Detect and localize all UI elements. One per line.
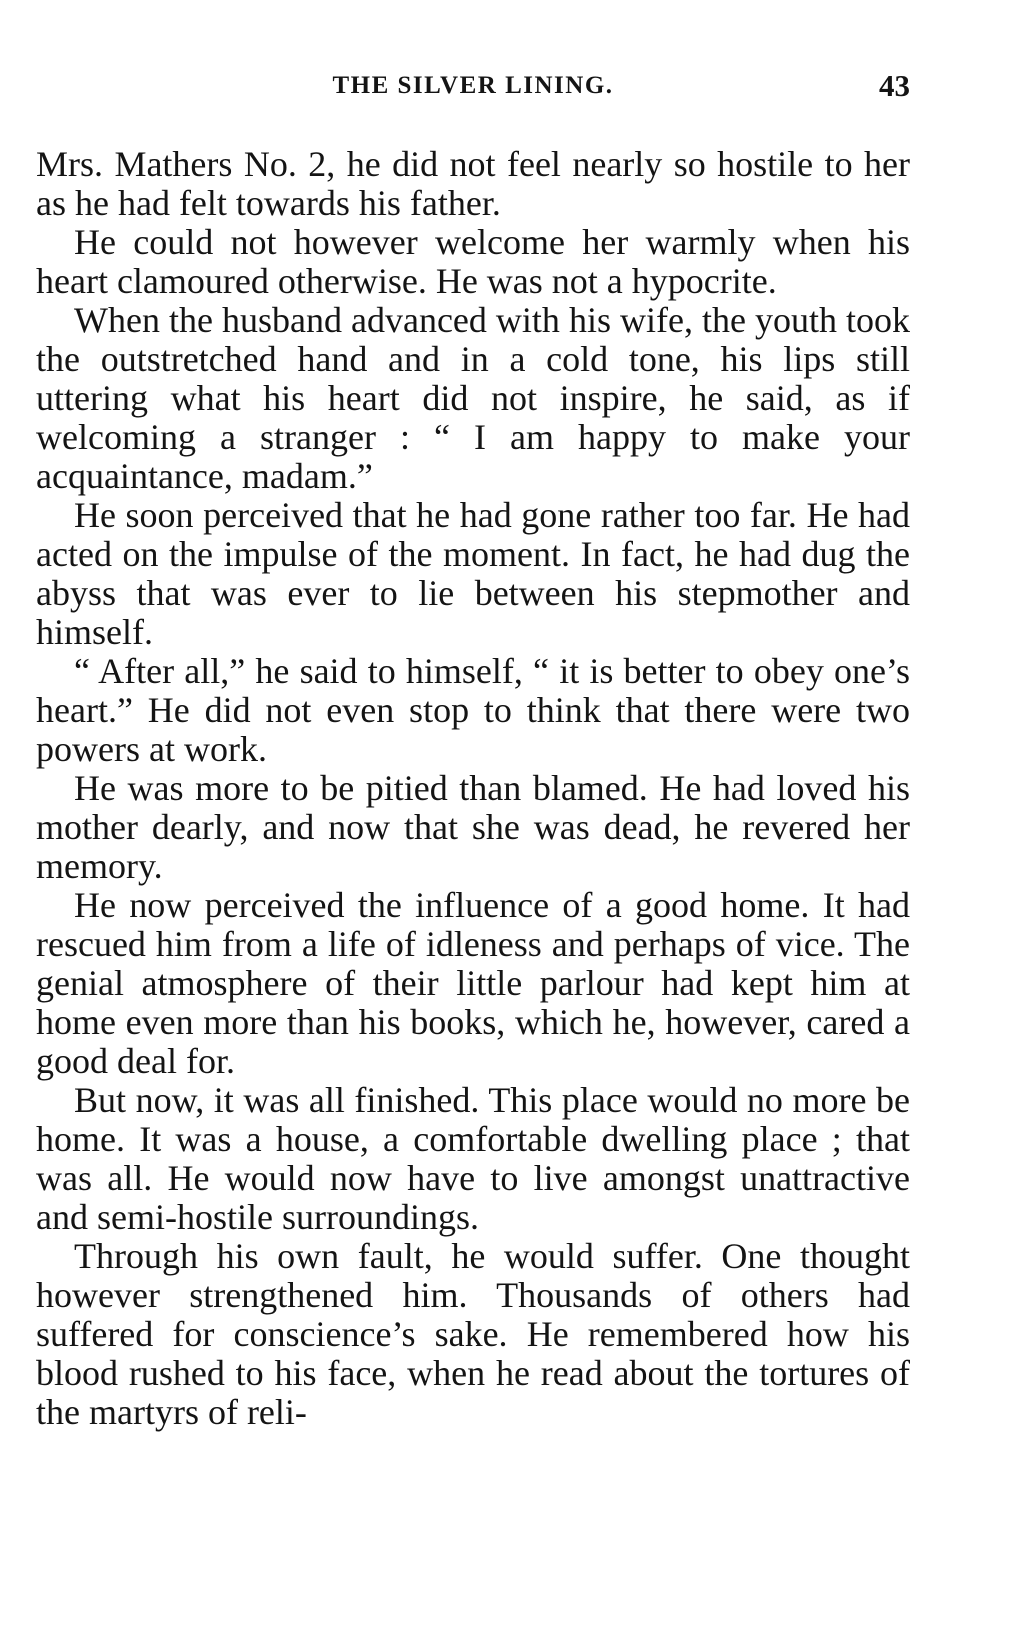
running-title: THE SILVER LINING. — [332, 72, 614, 99]
paragraph-8: But now, it was all finished. This place would no more be home. It was a house, a comfortable dwelling place ; that was all. He would now have to live amongst unattractive and semi-hostile surroundings. — [36, 1080, 910, 1237]
paragraph-6: He was more to be pitied than blamed. He had loved his mother dearly, and now that she was dead, he revered her memory. — [36, 768, 910, 886]
paragraph-9: Through his own fault, he would suffer. One thought however strengthened him. Thousands of others had suffered for conscience’s sake. He remembered how his blood rushed to his face, when he read about the tortures of the martyrs of reli- — [36, 1236, 910, 1432]
paragraph-7: He now perceived the influence of a good home. It had rescued him from a life of idleness and perhaps of vice. The genial atmosphere of their little parlour had kept him at home even more than his books, which he, however, cared a good deal for. — [36, 885, 910, 1081]
paragraph-5: “ After all,” he said to himself, “ it is better to obey one’s heart.” He did not even stop to think that there were two powers at work. — [36, 651, 910, 769]
paragraph-4: He soon perceived that he had gone rather too far. He had acted on the impulse of the moment. In fact, he had dug the abyss that was ever to lie between his stepmother and himself. — [36, 495, 910, 652]
running-head — [36, 68, 910, 112]
paragraph-2: He could not however welcome her warmly when his heart clamoured otherwise. He was not a hypocrite. — [36, 222, 910, 301]
body-text — [36, 145, 910, 1432]
paragraph-1: Mrs. Mathers No. 2, he did not feel nearly so hostile to her as he had felt towards his father. — [36, 144, 910, 223]
page-number: 43 — [879, 68, 910, 103]
paragraph-3: When the husband advanced with his wife, the youth took the outstretched hand and in a cold tone, his lips still uttering what his heart did not inspire, he said, as if welcoming a stranger : “ I am happy to make your acquaintance, madam.” — [36, 300, 910, 496]
